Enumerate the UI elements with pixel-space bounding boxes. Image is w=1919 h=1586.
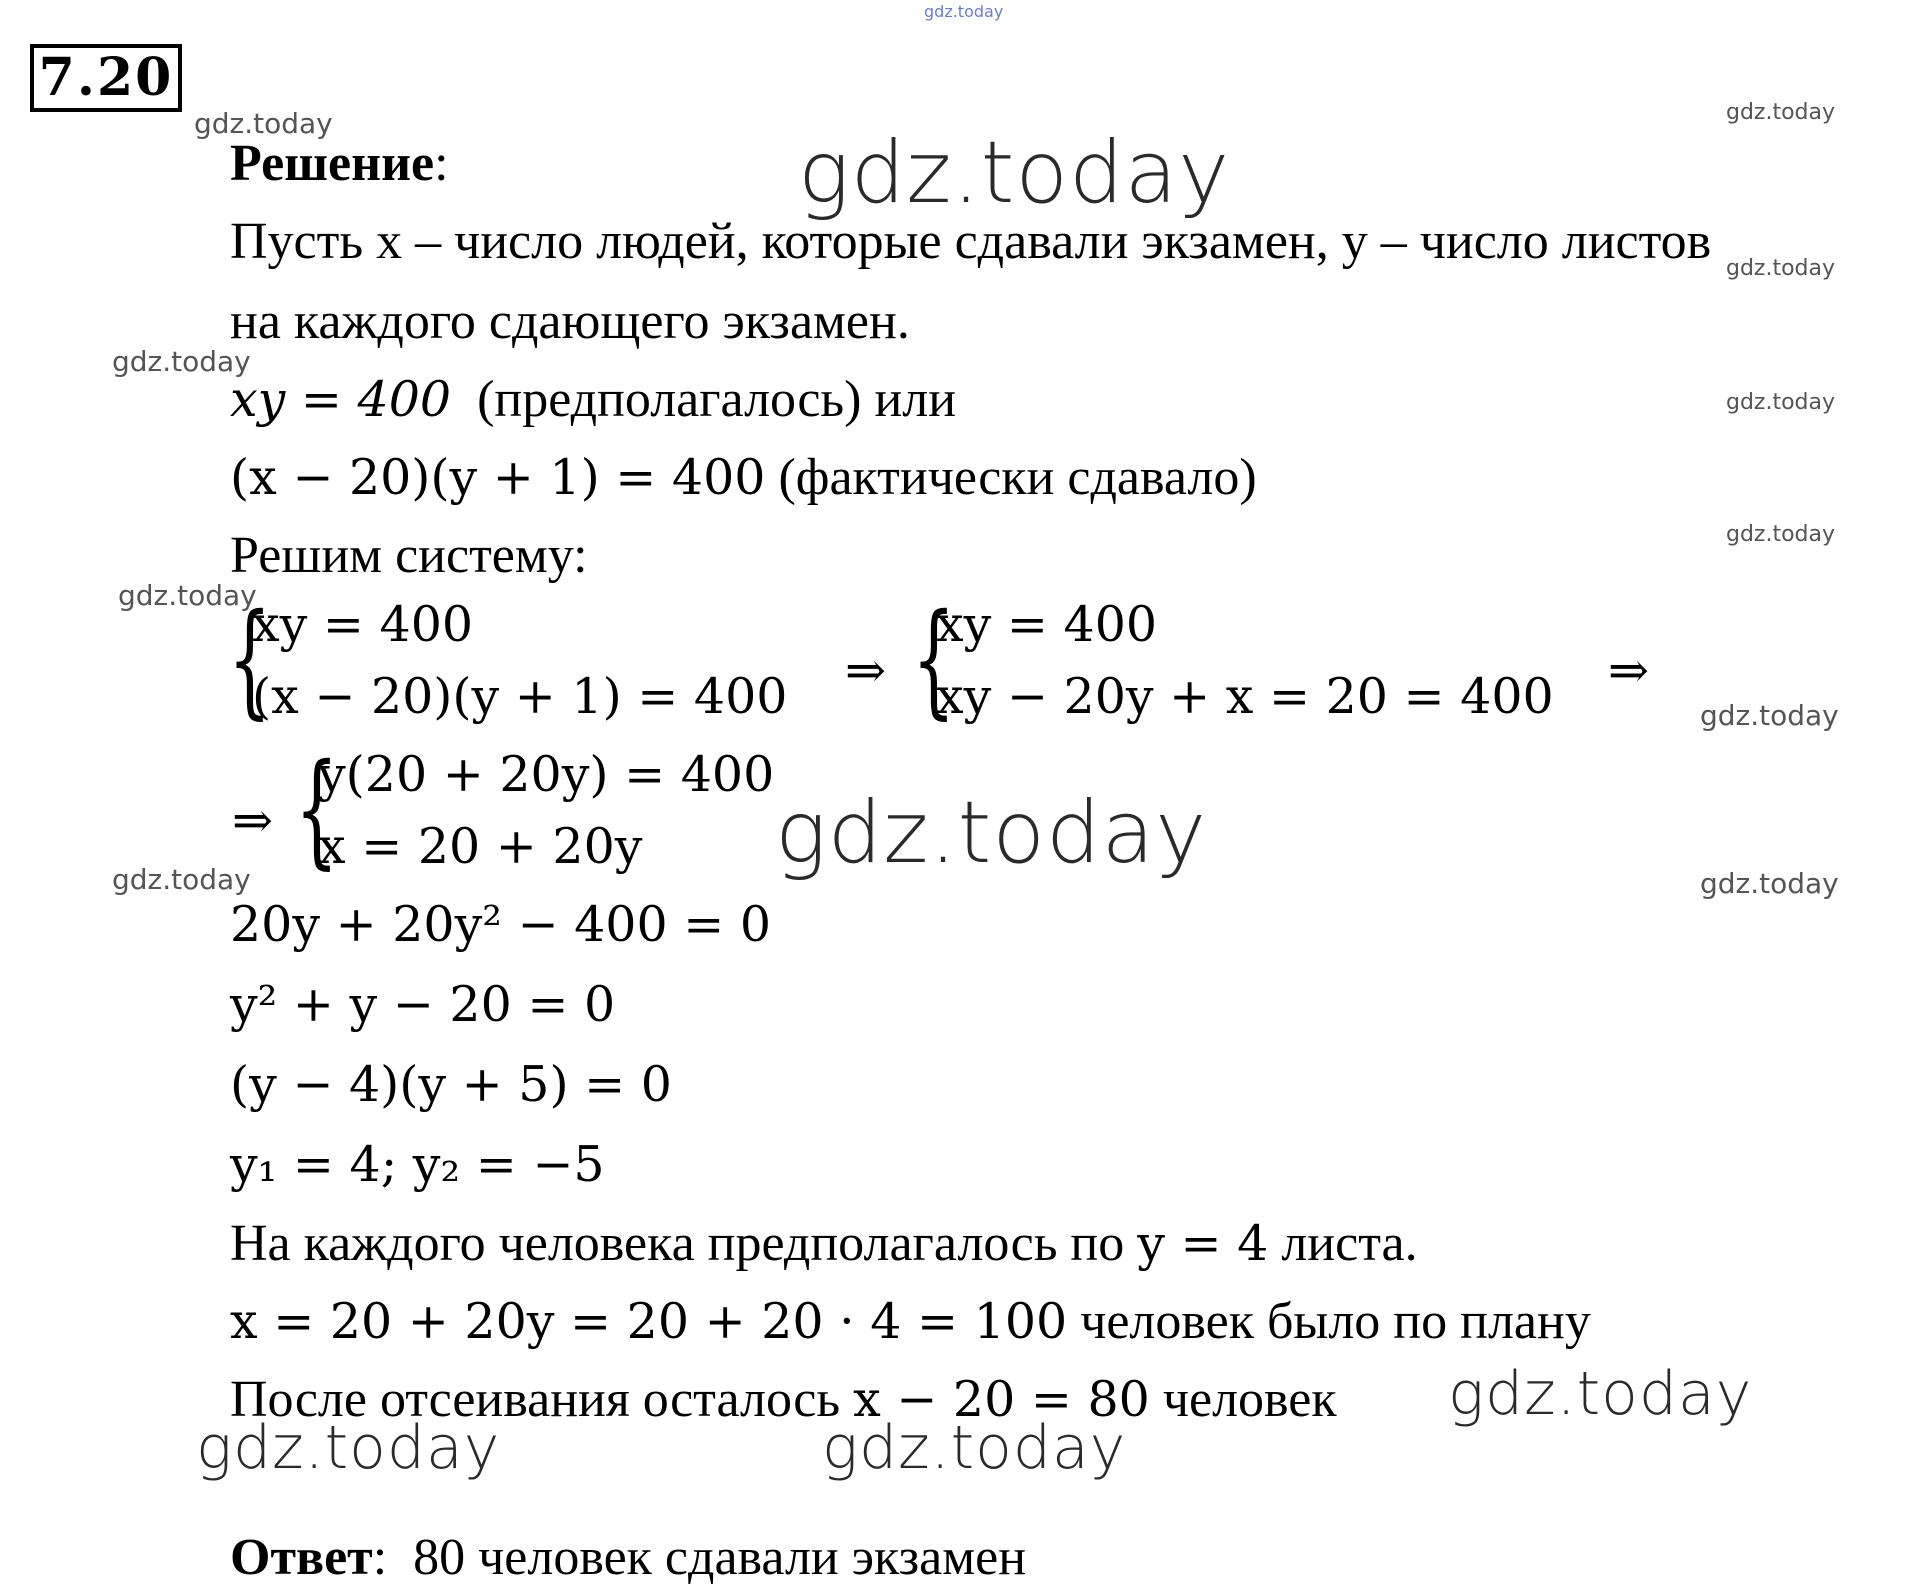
system1-top: xy = 400 [252, 596, 474, 653]
answer-text: 80 человек сдавали экзамен [413, 1529, 1027, 1586]
concl1-math: y = 4 [1137, 1215, 1269, 1272]
system-brace-1: { [228, 588, 272, 732]
watermark-large: gdz.today [798, 123, 1231, 223]
watermark-small: gdz.today [118, 579, 257, 612]
eq2-text: (фактически сдавало) [778, 449, 1257, 506]
concl2-text: человек было по плану [1080, 1293, 1591, 1350]
watermark-small: gdz.today [112, 863, 251, 896]
implies-arrow-2: ⇒ [1608, 642, 1650, 699]
solve-system-label: Решим систему: [230, 527, 588, 584]
system-brace-2: { [912, 588, 956, 732]
watermark-small: gdz.today [1700, 699, 1839, 732]
watermark-small: gdz.today [1726, 256, 1836, 281]
solution-heading [230, 135, 449, 192]
eq2-math: (x − 20)(y + 1) = 400 [230, 449, 766, 506]
watermark-small: gdz.today [1700, 867, 1839, 900]
watermark-small: gdz.today [194, 107, 333, 140]
watermark-medium: gdz.today [196, 1413, 501, 1483]
watermark-small: gdz.today [1726, 390, 1836, 415]
concl1-text-a: На каждого человека предполагалось по [230, 1215, 1125, 1272]
watermark-large: gdz.today [775, 783, 1208, 883]
answer-colon: : [372, 1529, 388, 1586]
watermark-small: gdz.today [112, 345, 251, 378]
watermark-small: gdz.today [1726, 100, 1836, 125]
system3-top: y(20 + 20y) = 400 [318, 746, 775, 803]
heading-label: Решение [230, 135, 435, 192]
watermark-top: gdz.today [924, 2, 1004, 21]
conclusion-2 [230, 1293, 1591, 1350]
step-3: (y − 4)(y + 5) = 0 [230, 1056, 672, 1113]
answer-line [230, 1529, 1027, 1586]
system-brace-3: { [295, 738, 339, 882]
intro-line-1: Пусть x – число людей, которые сдавали экзамен, y – число листов [230, 213, 1712, 270]
watermark-medium: gdz.today [822, 1413, 1127, 1483]
step-4: y₁ = 4; y₂ = −5 [230, 1136, 605, 1193]
concl3-text-a: После отсеивания осталось [230, 1371, 841, 1428]
step-1: 20y + 20y² − 400 = 0 [230, 896, 772, 953]
equation-planned [230, 371, 957, 428]
system3-bottom: x = 20 + 20y [318, 818, 643, 875]
eq1-math: xy = 400 [230, 371, 452, 428]
step-2: y² + y − 20 = 0 [230, 976, 616, 1033]
system2-top: xy = 400 [936, 596, 1158, 653]
system2-bottom: xy − 20y + x = 20 = 400 [936, 668, 1554, 725]
heading-colon: : [434, 135, 449, 192]
system1-bottom: (x − 20)(y + 1) = 400 [252, 668, 788, 725]
implies-arrow-1: ⇒ [845, 642, 887, 699]
equation-actual [230, 449, 1257, 506]
conclusion-1 [230, 1215, 1418, 1272]
watermark-medium: gdz.today [1448, 1359, 1753, 1429]
watermark-small: gdz.today [1726, 522, 1836, 547]
problem-number: 7.20 [30, 44, 182, 112]
concl3-text-b: человек [1162, 1371, 1337, 1428]
concl3-math: x − 20 = 80 [853, 1371, 1150, 1428]
eq1-text: (предполагалось) или [477, 371, 957, 428]
implies-arrow-3: ⇒ [232, 792, 274, 849]
intro-line-2: на каждого сдающего экзамен. [230, 293, 910, 350]
concl2-math: x = 20 + 20y = 20 + 20 · 4 = 100 [230, 1293, 1068, 1350]
answer-label: Ответ [230, 1529, 373, 1586]
concl1-text-b: листа. [1281, 1215, 1418, 1272]
